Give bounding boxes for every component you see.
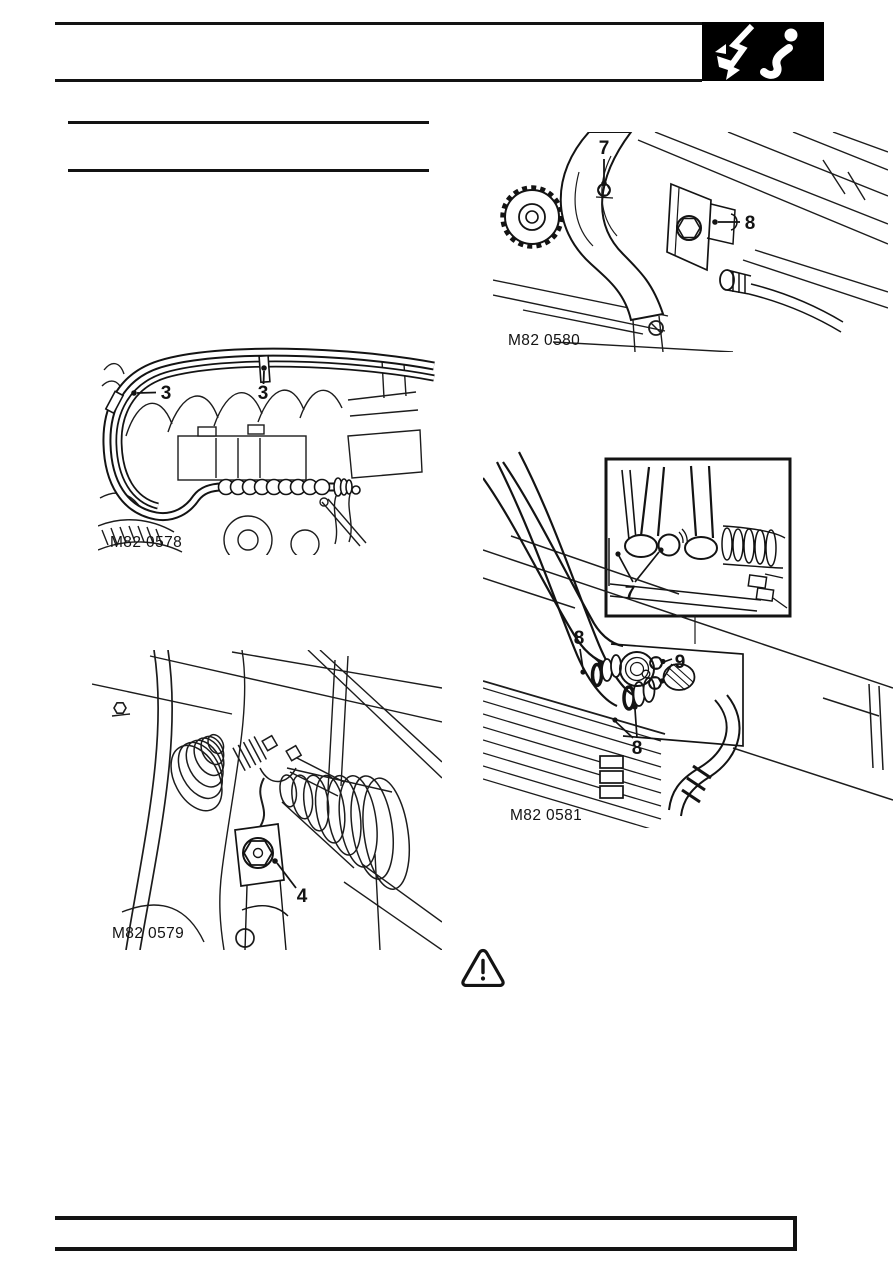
exclamation-dot [481,976,485,980]
figure-m82-0580 [493,132,888,352]
callout-dot [131,390,137,396]
warning-triangle-icon [460,947,506,987]
title-rule-bottom [68,169,429,172]
figure-m82-0578 [98,340,438,555]
inset-detail-box [606,459,790,616]
callout-number: 8 [744,213,756,234]
figure-m82-0581 [483,448,893,828]
figure-label: M82 0580 [508,332,581,349]
callout-3-left [131,383,171,404]
callout-8-lower [612,704,642,759]
callout-number: 8 [631,738,643,759]
callout-dot [632,704,637,709]
figure-label: M82 0578 [110,534,183,551]
main-hose-art [561,132,663,352]
bracket-bolt-art [235,824,288,950]
callout-dot [580,669,585,674]
callout-dot [659,678,664,683]
header-rule-bottom [55,79,702,82]
section-icon-box [702,22,824,81]
ac-hose-loop-art [106,352,434,516]
callout-dot [712,219,718,225]
callout-8-upper [574,628,603,675]
callout-number: 4 [296,886,308,907]
callout-number: 7 [624,583,636,604]
lightning-arrow-glyph [715,26,752,80]
callout-number: 7 [598,138,610,159]
reservoir-cap-art [503,188,562,247]
callout-number: 8 [573,628,585,649]
callout-dot [597,661,602,666]
title-rule-top [68,121,429,124]
footer-box [55,1216,797,1251]
bracket-art [667,184,737,270]
callout-dot [601,181,607,187]
chassis-background-art [92,650,442,950]
callout-dot [660,659,665,664]
callout-dot [272,858,278,864]
callout-number: 3 [160,383,172,404]
callout-dot [658,547,663,552]
figure-m82-0579 [92,650,442,950]
ac-electrical-section-icon [702,22,824,81]
callout-leader [137,393,156,394]
figure-label: M82 0581 [510,807,583,824]
callout-dot [261,365,267,371]
hose-hook-glyph [764,29,798,75]
callout-number: 3 [257,383,269,404]
callout-number: 9 [674,652,686,673]
figure-label: M82 0579 [112,925,185,942]
